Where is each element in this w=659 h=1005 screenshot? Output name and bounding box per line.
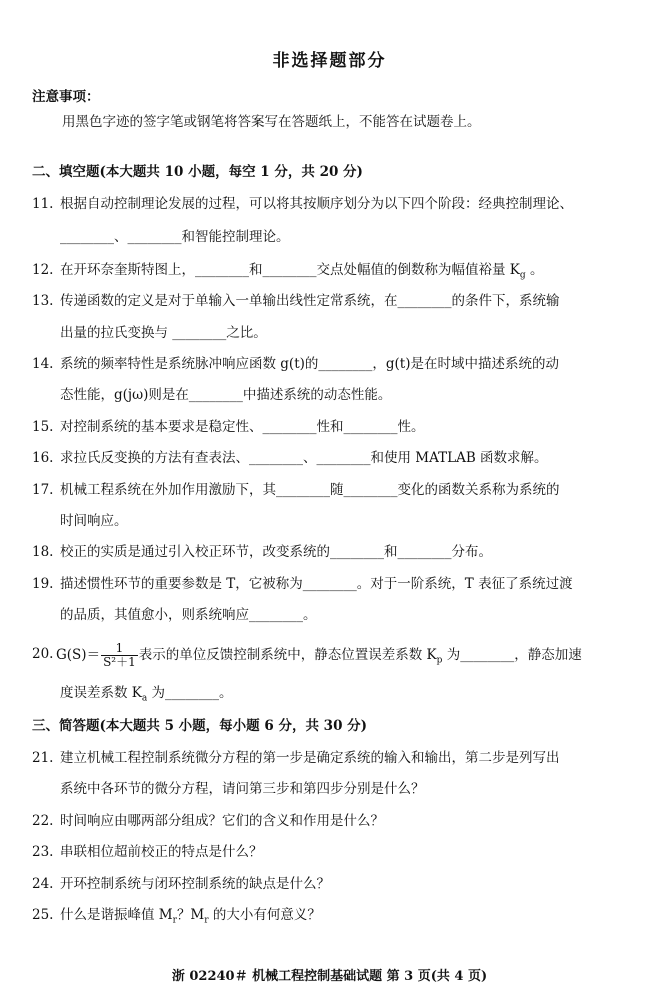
question-text: 校正的实质是通过引入校正环节，改变系统的________和________分布。 [60, 544, 492, 560]
question-text: 求拉氏反变换的方法有查表法、________、________和使用 MATLAB 函数求解。 [60, 450, 548, 466]
question-number: 25. [32, 907, 54, 923]
question-number: 24. [32, 876, 54, 892]
question-text: 什么是谐振峰值 $M_r$？$M_r$ 的大小有何意义？ [60, 907, 321, 926]
question-text: 系统中各环节的微分方程，请问第三步和第四步分别是什么？ [60, 781, 425, 797]
question-text: 在开环奈奎斯特图上，________和________交点处幅值的倒数称为幅值裕量 $K_g$ 。 [60, 262, 544, 281]
question-text: 时间响应。 [60, 513, 128, 529]
question-text: 出量的拉氏变换与 ________之比。 [60, 325, 267, 341]
question-number: 20. [32, 646, 54, 662]
question-number: 13. [32, 293, 54, 309]
question-text: 态性能，g(jω)则是在________中描述系统的动态性能。 [60, 387, 392, 403]
question-text: 时间响应由哪两部分组成？它们的含义和作用是什么？ [60, 813, 384, 829]
question-number: 23. [32, 844, 54, 860]
question-number: 16. [32, 450, 54, 466]
question-text: G(S)＝ $\frac{1}{\text{S²＋1}}$ 表示的单位反馈控制系统中，静态位置误差系数 $K_p$ 为________，静态加速 [56, 641, 582, 669]
question-number: 17. [32, 482, 54, 498]
question-text: 度误差系数 $K_a$ 为________。 [60, 685, 233, 704]
question-text: 串联相位超前校正的特点是什么？ [60, 844, 263, 860]
section2-heading: 二、填空题(本大题共 10 小题，每空 1 分，共 20 分) [32, 164, 363, 180]
question-text: 根据自动控制理论发展的过程，可以将其按顺序划分为以下四个阶段：经典控制理论、 [60, 196, 573, 212]
section3-heading: 三、简答题(本大题共 5 小题，每小题 6 分，共 30 分) [32, 718, 368, 734]
question-number: 14. [32, 356, 54, 372]
question-text: 开环控制系统与闭环控制系统的缺点是什么？ [60, 876, 330, 892]
question-text: 传递函数的定义是对于单输入一单输出线性定常系统，在________的条件下，系统输 [60, 293, 560, 309]
question-number: 15. [32, 419, 54, 435]
question-text: 描述惯性环节的重要参数是 T，它被称为________。对于一阶系统，T 表征了系统过渡 [60, 576, 573, 592]
question-text: 建立机械工程控制系统微分方程的第一步是确定系统的输入和输出，第二步是列写出 [60, 750, 560, 766]
question-number: 12. [32, 262, 54, 278]
question-number: 18. [32, 544, 54, 560]
question-text: 系统的频率特性是系统脉冲响应函数 g(t)的________，g(t)是在时域中描述系统的动 [60, 356, 559, 372]
question-text: ________、________和智能控制理论。 [60, 229, 290, 245]
question-number: 21. [32, 750, 54, 766]
notice-heading: 注意事项： [32, 89, 100, 105]
question-number: 19. [32, 576, 54, 592]
question-number: 11. [32, 196, 54, 212]
question-text: 的品质，其值愈小，则系统响应________。 [60, 607, 317, 623]
notice-text: 用黑色字迹的签字笔或钢笔将答案写在答题纸上，不能答在试题卷上。 [62, 114, 481, 130]
page-title: 非选择题部分 [272, 51, 387, 71]
fraction: $\frac{1}{\text{S²＋1}}$ [103, 641, 136, 669]
question-text: 对控制系统的基本要求是稳定性、________性和________性。 [60, 419, 425, 435]
page-footer: 浙 02240＃ 机械工程控制基础试题 第 3 页(共 4 页) [171, 969, 488, 984]
question-number: 22. [32, 813, 54, 829]
question-text: 机械工程系统在外加作用激励下，其________随________变化的函数关系称为系统的 [60, 482, 560, 498]
